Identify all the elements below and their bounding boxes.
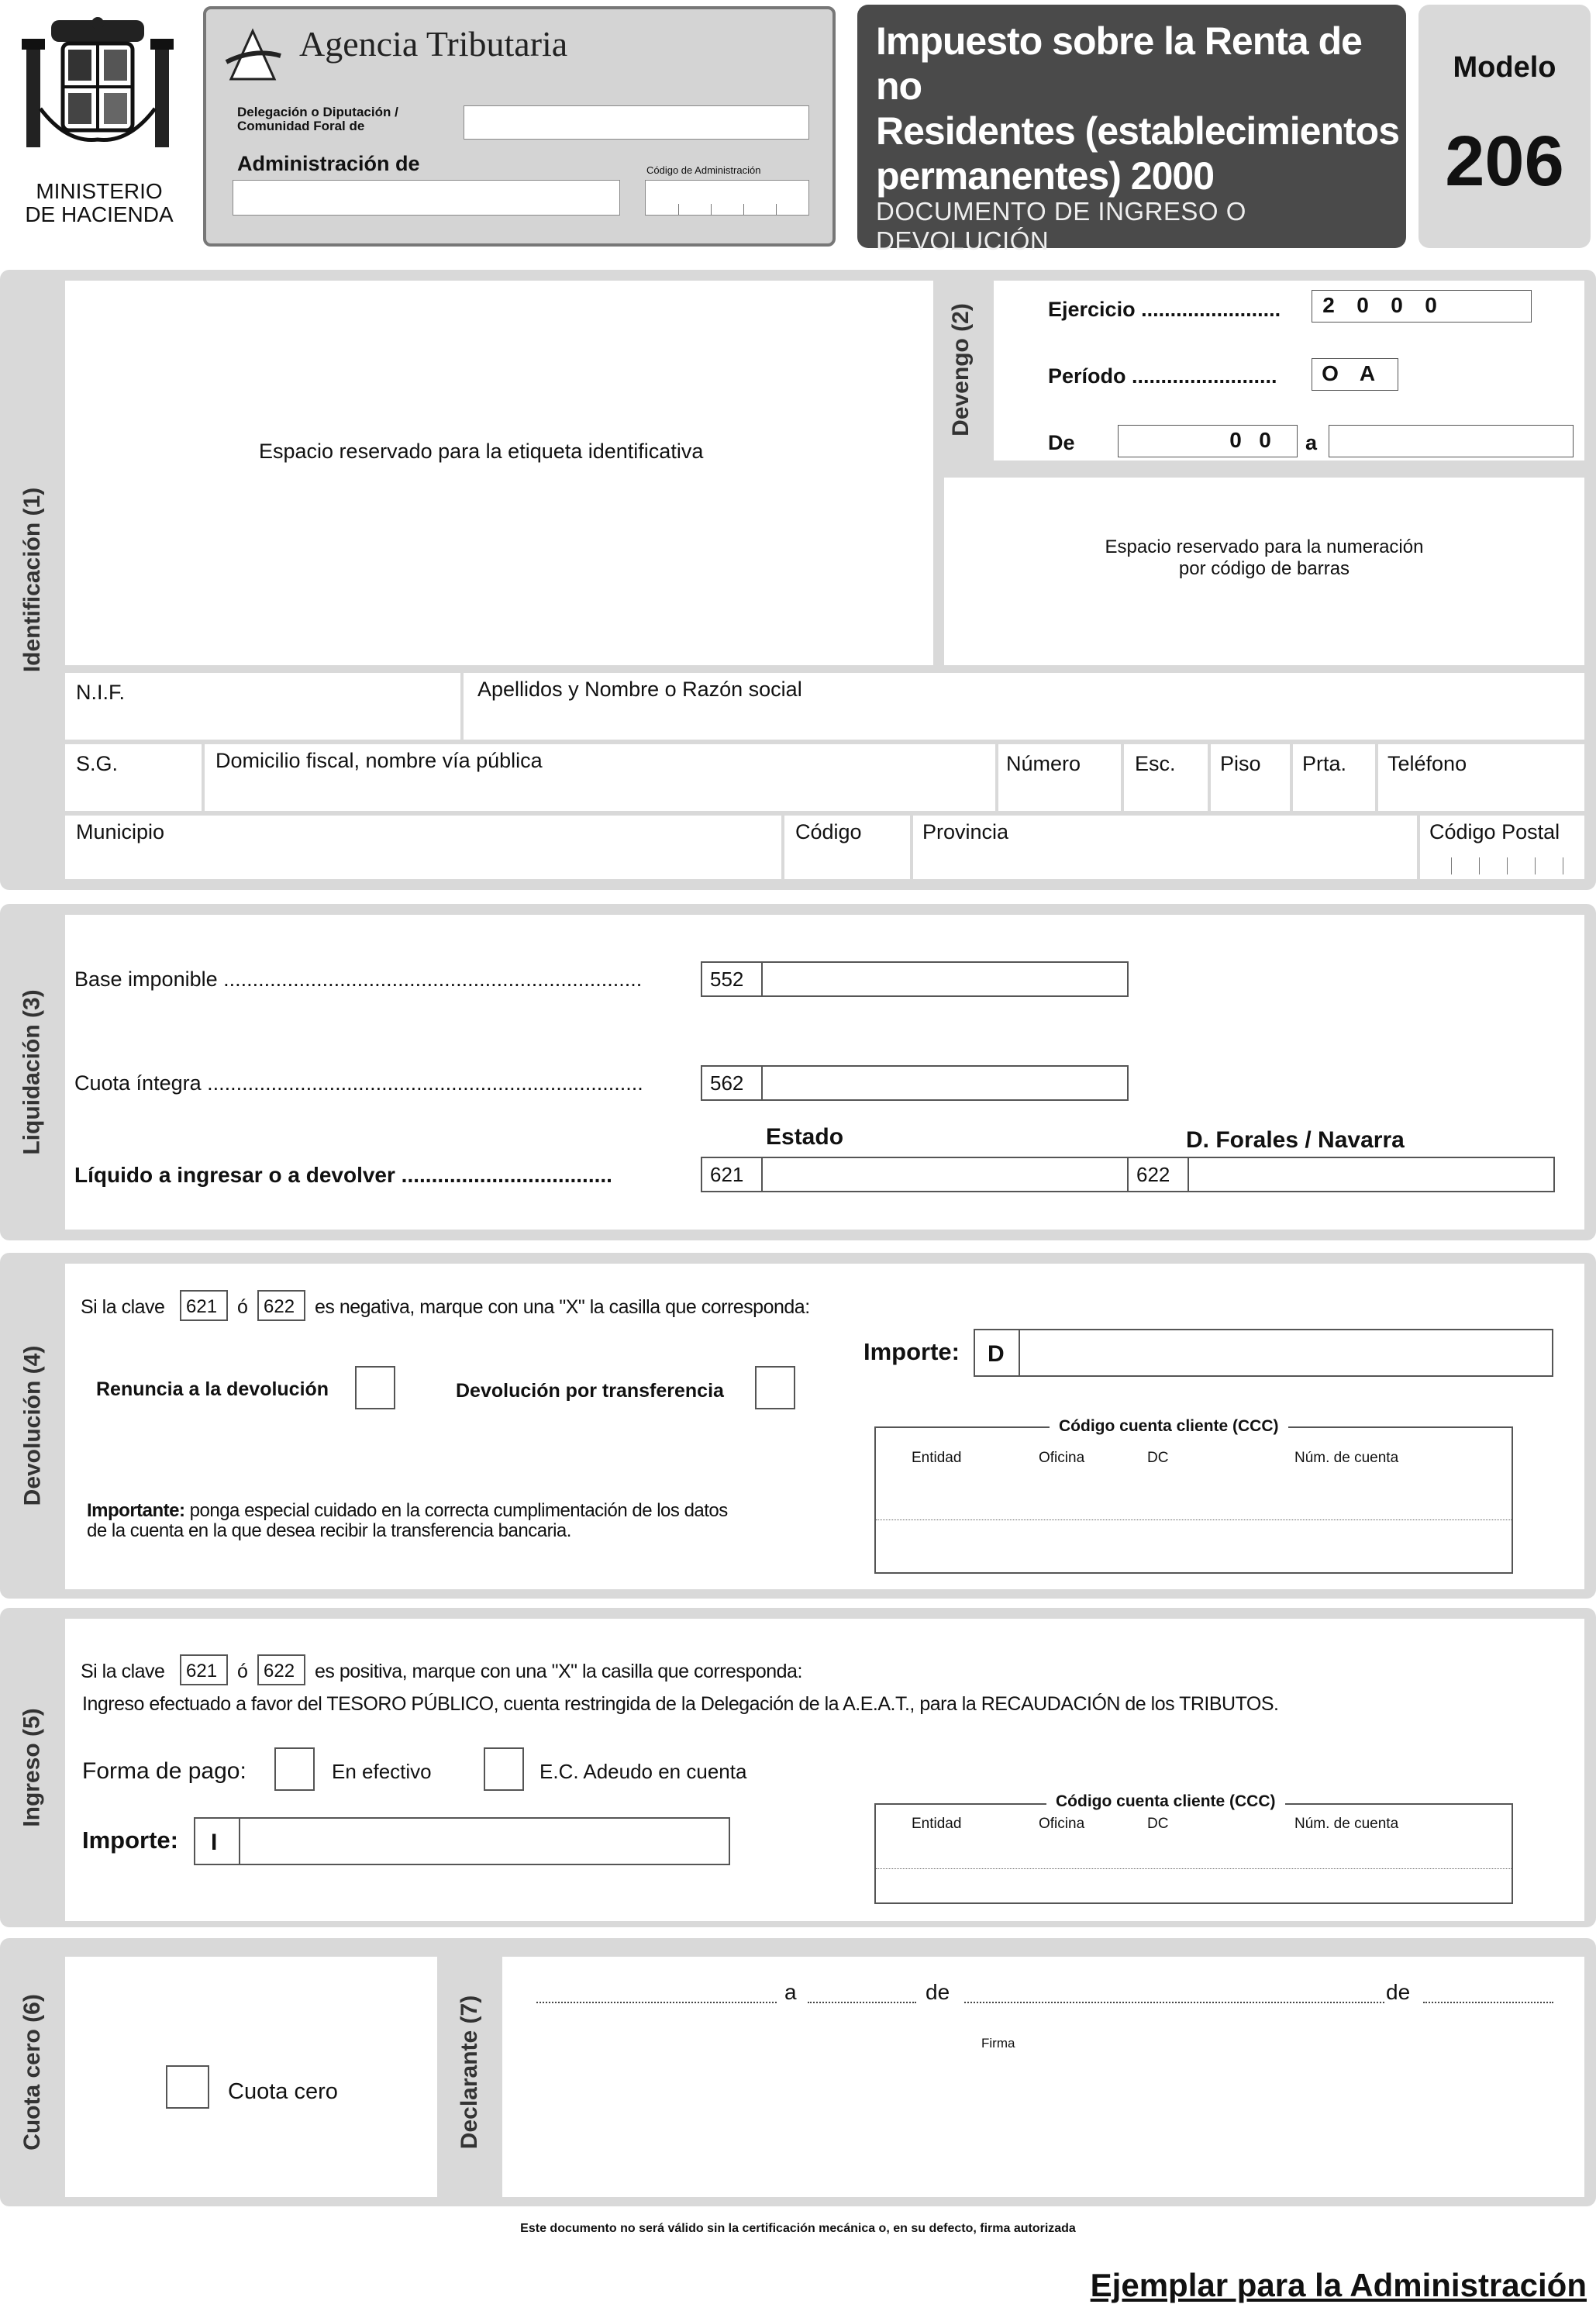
form-title xyxy=(876,19,1406,198)
ejercicio-digit: 0 xyxy=(1425,293,1437,317)
ingreso-dc-label: DC xyxy=(1147,1816,1169,1832)
cuota-cero-checkbox[interactable] xyxy=(166,2065,209,2109)
devolucion-oficina-label: Oficina xyxy=(1039,1450,1085,1466)
form-title-line1: Impuesto sobre la Renta de no xyxy=(876,19,1362,108)
devolucion-entidad-label: Entidad xyxy=(912,1450,962,1466)
codigo-admin-label: Código de Administración xyxy=(646,164,761,176)
devolucion-clave2-text: 622 xyxy=(264,1296,295,1317)
agency-name: Agencia Tributaria xyxy=(299,24,568,64)
ingreso-clave2 xyxy=(257,1654,305,1685)
nif-field[interactable] xyxy=(65,673,460,740)
ingreso-clave-prefix: Si la clave xyxy=(81,1661,165,1682)
forma-pago-label: Forma de pago: xyxy=(82,1758,246,1784)
devolucion-importe-input[interactable] xyxy=(1019,1329,1553,1377)
declarante-a: a xyxy=(784,1980,797,2004)
barcode-space-text xyxy=(944,536,1584,580)
de-digit: 0 xyxy=(1229,428,1242,452)
delegacion-field[interactable] xyxy=(464,105,809,140)
devolucion-importe-label: Importe: xyxy=(863,1338,960,1365)
provincia-field[interactable] xyxy=(913,816,1417,879)
sg-field[interactable] xyxy=(65,744,202,811)
apellidos-label: Apellidos y Nombre o Razón social xyxy=(477,678,802,701)
declarante-de1: de xyxy=(926,1980,950,2004)
liquidacion-body xyxy=(65,915,1584,1230)
cuota-cero-box xyxy=(65,1957,437,2197)
liquido-label: Líquido a ingresar o a devolver ................................... xyxy=(74,1163,612,1187)
administracion-label: Administración de xyxy=(237,152,420,175)
importante-text2: de la cuenta en la que desea recibir la transferencia bancaria. xyxy=(87,1520,571,1541)
ingreso-clave2-text: 622 xyxy=(264,1661,295,1682)
ingreso-body xyxy=(65,1619,1584,1921)
piso-field[interactable] xyxy=(1211,744,1290,811)
agency-logo-icon xyxy=(223,25,284,85)
provincia-label: Provincia xyxy=(922,820,1009,843)
importante-text1: ponga especial cuidado en la correcta cumplimentación de los datos xyxy=(184,1500,728,1521)
ingreso-num-cuenta-label: Núm. de cuenta xyxy=(1294,1816,1399,1832)
cuota-cero-label: Cuota cero xyxy=(228,2079,338,2104)
form-title-line2: Residentes (establecimientos xyxy=(876,109,1400,153)
codigo-postal-field[interactable] xyxy=(1420,816,1584,879)
renuncia-checkbox[interactable] xyxy=(355,1366,395,1409)
adeudo-label: E.C. Adeudo en cuenta xyxy=(539,1760,747,1783)
devolucion-clave-suffix: es negativa, marque con una "X" la casilla que corresponda: xyxy=(315,1296,810,1318)
forales-label: D. Forales / Navarra xyxy=(1186,1127,1405,1153)
delegacion-label-line2: Comunidad Foral de xyxy=(237,119,365,133)
prta-field[interactable] xyxy=(1293,744,1375,811)
periodo-digit: A xyxy=(1359,361,1376,385)
codigo-postal-label: Código Postal xyxy=(1429,820,1560,843)
de-label: De xyxy=(1048,431,1075,454)
numero-field[interactable] xyxy=(998,744,1121,811)
codigo-label: Código xyxy=(795,820,862,843)
liquido-forales-input[interactable] xyxy=(1188,1157,1555,1192)
cuota-integra-input[interactable] xyxy=(761,1065,1129,1101)
ingreso-section-label: Ingreso (5) xyxy=(19,1708,46,1827)
efectivo-label: En efectivo xyxy=(332,1760,432,1783)
codigo-admin-field[interactable] xyxy=(645,180,809,216)
efectivo-checkbox[interactable] xyxy=(274,1747,315,1791)
ingreso-importe-input[interactable] xyxy=(239,1817,730,1865)
importante-bold: Importante: xyxy=(87,1500,185,1521)
devolucion-importe-letter xyxy=(974,1329,1020,1377)
apellidos-field[interactable] xyxy=(464,673,1584,740)
form-subtitle: DOCUMENTO DE INGRESO O DEVOLUCIÓN xyxy=(876,197,1246,255)
devolucion-ccc-box[interactable] xyxy=(874,1426,1513,1574)
ministry-line2: DE HACIENDA xyxy=(25,202,174,226)
telefono-label: Teléfono xyxy=(1387,752,1467,775)
identificacion-section-label: Identificación (1) xyxy=(19,487,46,673)
ingreso-entidad-label: Entidad xyxy=(912,1816,962,1832)
delegacion-label-line1: Delegación o Diputación / xyxy=(237,105,398,119)
telefono-field[interactable] xyxy=(1378,744,1584,811)
a-label: a xyxy=(1305,431,1318,454)
form-title-box xyxy=(857,5,1406,255)
estado-label: Estado xyxy=(766,1124,844,1150)
importante-line1 xyxy=(87,1501,728,1521)
devolucion-num-cuenta-label: Núm. de cuenta xyxy=(1294,1450,1399,1466)
cuota-code xyxy=(701,1065,763,1101)
barcode-line2: por código de barras xyxy=(1178,558,1350,579)
ingreso-clave-suffix: es positiva, marque con una "X" la casilla que corresponda: xyxy=(315,1661,802,1682)
identificacion-section xyxy=(0,270,1596,890)
ingreso-importe-letter-text: I xyxy=(211,1830,218,1855)
ejercicio-digit: 2 xyxy=(1322,293,1335,317)
devengo-box xyxy=(994,281,1584,460)
liquidacion-section-label: Liquidación (3) xyxy=(19,989,46,1155)
ministry-line1: MINISTERIO xyxy=(36,179,163,203)
base-imponible-label: Base imponible ........................................................................ xyxy=(74,968,643,991)
ingreso-clave1-text: 621 xyxy=(186,1661,218,1682)
liquido-code2-text: 622 xyxy=(1136,1163,1170,1186)
delegacion-label xyxy=(237,105,398,133)
ministry-name xyxy=(6,180,192,226)
form-title-line3: permanentes) 2000 xyxy=(876,154,1215,198)
devolucion-dc-label: DC xyxy=(1147,1450,1169,1466)
declarante-box xyxy=(502,1957,1584,2197)
coat-of-arms-icon xyxy=(20,16,175,186)
cuota-declarante-section xyxy=(0,1938,1596,2206)
ingreso-clave1 xyxy=(180,1654,228,1685)
label-space xyxy=(65,281,933,665)
liquido-code2 xyxy=(1127,1157,1189,1192)
label-space-text: Espacio reservado para la etiqueta identificativa xyxy=(259,440,704,463)
domicilio-field[interactable] xyxy=(205,744,995,811)
devolucion-clave-prefix: Si la clave xyxy=(81,1296,165,1318)
firma-label: Firma xyxy=(981,2036,1015,2051)
devolucion-section xyxy=(0,1253,1596,1599)
periodo-label: Período ......................... xyxy=(1048,364,1277,388)
ingreso-importe-letter xyxy=(194,1817,240,1865)
barcode-line1: Espacio reservado para la numeración xyxy=(1105,536,1424,557)
ejercicio-label: Ejercicio ........................ xyxy=(1048,298,1281,321)
tesoro-text: Ingreso efectuado a favor del TESORO PÚBLICO, cuenta restringida de la Delegación de la A.E.A.T., para la RECAUDACIÓN de los TRIBUTOS. xyxy=(82,1693,1279,1715)
importante-note xyxy=(87,1501,728,1541)
periodo-digit: O xyxy=(1322,361,1339,385)
barcode-space xyxy=(944,478,1584,665)
adeudo-checkbox[interactable] xyxy=(484,1747,524,1791)
firma-area[interactable] xyxy=(549,2058,1525,2182)
cuota-cero-section-label: Cuota cero (6) xyxy=(19,1994,46,2151)
numero-label: Número xyxy=(1006,752,1081,775)
liquidacion-section xyxy=(0,904,1596,1240)
declarante-section-label: Declarante (7) xyxy=(457,1995,483,2150)
ejercicio-field[interactable] xyxy=(1312,290,1532,323)
declarante-de2: de xyxy=(1386,1980,1411,2004)
base-imponible-input[interactable] xyxy=(761,961,1129,997)
devolucion-body xyxy=(65,1264,1584,1589)
base-code xyxy=(701,961,763,997)
administracion-field[interactable] xyxy=(233,180,620,216)
anio-field[interactable] xyxy=(1423,2002,1553,2003)
transferencia-checkbox[interactable] xyxy=(755,1366,795,1409)
devolucion-section-label: Devolución (4) xyxy=(19,1345,46,1506)
municipio-label: Municipio xyxy=(76,820,165,843)
base-code-text: 552 xyxy=(710,968,744,991)
dia-field[interactable] xyxy=(808,2002,916,2003)
nif-label: N.I.F. xyxy=(76,681,126,704)
de-digit: 0 xyxy=(1259,428,1271,452)
modelo-box xyxy=(1418,5,1591,248)
periodo-field[interactable] xyxy=(1312,358,1398,391)
liquido-code1-text: 621 xyxy=(710,1163,744,1186)
esc-label: Esc. xyxy=(1135,752,1176,775)
devolucion-clave1-text: 621 xyxy=(186,1296,218,1317)
ingreso-ccc-title: Código cuenta cliente (CCC) xyxy=(1046,1792,1285,1811)
ingreso-clave-o: ó xyxy=(237,1661,248,1682)
ingreso-ccc-box[interactable] xyxy=(874,1803,1513,1904)
modelo-number: 206 xyxy=(1445,122,1564,201)
codigo-municipio-field[interactable] xyxy=(784,816,910,879)
mes-field[interactable] xyxy=(964,2002,1384,2003)
transferencia-label: Devolución por transferencia xyxy=(456,1380,724,1402)
cuota-code-text: 562 xyxy=(710,1071,744,1095)
domicilio-label: Domicilio fiscal, nombre vía pública xyxy=(215,749,543,772)
piso-label: Piso xyxy=(1220,752,1261,775)
sg-label: S.G. xyxy=(76,752,119,775)
ingreso-section xyxy=(0,1608,1596,1927)
ejemplar-label: Ejemplar para la Administración xyxy=(1090,2267,1587,2303)
devolucion-importe-letter-text: D xyxy=(988,1341,1005,1367)
liquido-estado-input[interactable] xyxy=(761,1157,1129,1192)
devolucion-clave-o: ó xyxy=(237,1296,248,1318)
de-field[interactable] xyxy=(1118,425,1298,457)
esc-field[interactable] xyxy=(1124,744,1208,811)
footer-note: Este documento no será válido sin la certificación mecánica o, en su defecto, firma autorizada xyxy=(520,2222,1076,2235)
prta-label: Prta. xyxy=(1302,752,1347,775)
cuota-integra-label: Cuota íntegra ........................................................................... xyxy=(74,1071,643,1095)
agency-box xyxy=(203,6,836,247)
renuncia-label: Renuncia a la devolución xyxy=(96,1378,329,1400)
municipio-field[interactable] xyxy=(65,816,781,879)
devolucion-ccc-title: Código cuenta cliente (CCC) xyxy=(1050,1417,1288,1436)
ejercicio-digit: 0 xyxy=(1356,293,1369,317)
devengo-section-label: Devengo (2) xyxy=(948,303,974,436)
ejercicio-digit: 0 xyxy=(1391,293,1403,317)
liquido-code1 xyxy=(701,1157,763,1192)
ingreso-oficina-label: Oficina xyxy=(1039,1816,1085,1832)
devolucion-clave1 xyxy=(180,1290,228,1321)
lugar-field[interactable] xyxy=(536,2002,777,2003)
coat-of-arms xyxy=(20,16,175,186)
ingreso-importe-label: Importe: xyxy=(82,1826,178,1854)
a-field[interactable] xyxy=(1329,425,1574,457)
modelo-label: Modelo xyxy=(1453,51,1556,84)
devolucion-clave2 xyxy=(257,1290,305,1321)
